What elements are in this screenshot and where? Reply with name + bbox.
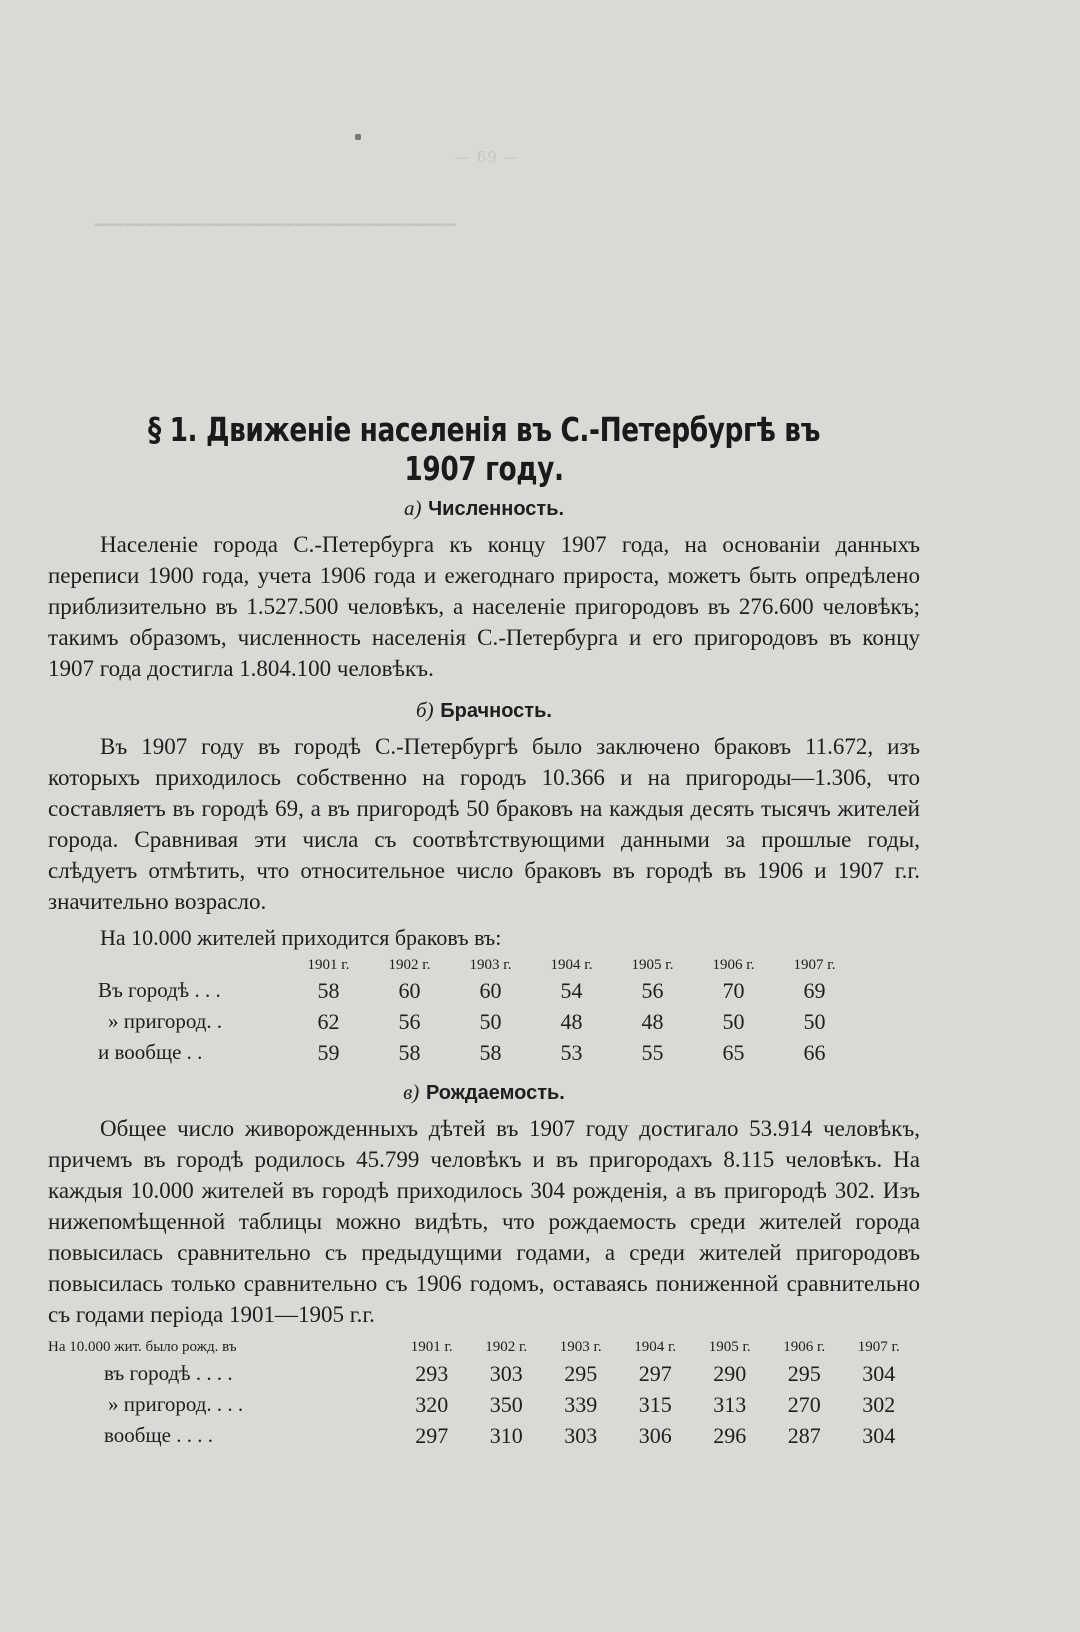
table-cell: 296 bbox=[713, 1422, 747, 1448]
table-cell: 306 bbox=[638, 1422, 672, 1448]
section-c-letter: в) bbox=[403, 1080, 420, 1104]
table-cell: 304 bbox=[862, 1422, 896, 1448]
year-header: 1903 г. bbox=[469, 956, 512, 973]
table-cell: 293 bbox=[415, 1360, 449, 1386]
row-label: вообще . . . . bbox=[104, 1423, 213, 1447]
table-cell: 302 bbox=[862, 1391, 896, 1417]
table-cell: 339 bbox=[564, 1391, 598, 1417]
table-cell: 70 bbox=[722, 977, 745, 1003]
section-c-paragraph: Общее число живорожденныхъ дѣтей въ 1907 году достигало 53.914 человѣкъ, причемъ въ городѣ родилось 45.799 человѣкъ и въ пригородахъ 8.115 человѣкъ. На каждыя 10.000 жителей въ городѣ приходилось 304 рожденія, а въ пригородѣ 302. Изъ нижепомѣщенной таблицы можно видѣть, что рождаемость среди жителей города повысилась сравнительно съ предыдущими годами, а среди жителей пригородовъ повысилась только сравнительно съ 1906 годомъ, оставаясь пониженной сравнительно съ годами періода 1901—1905 г.г. bbox=[48, 1116, 920, 1327]
table-row bbox=[48, 1389, 916, 1420]
table-cell: 65 bbox=[722, 1039, 745, 1065]
year-header: 1904 г. bbox=[634, 1338, 677, 1355]
table-cell: 56 bbox=[398, 1008, 421, 1034]
birth-rate-table bbox=[48, 1336, 916, 1451]
year-header: 1903 г. bbox=[559, 1338, 602, 1355]
table-cell: 48 bbox=[641, 1008, 664, 1034]
table-header-row bbox=[98, 955, 855, 975]
year-header: 1906 г. bbox=[712, 956, 755, 973]
table-cell: 303 bbox=[489, 1360, 523, 1386]
table-cell: 297 bbox=[638, 1360, 672, 1386]
year-header: 1904 г. bbox=[550, 956, 593, 973]
section-a-heading bbox=[48, 496, 920, 521]
table-row bbox=[48, 1358, 916, 1389]
table-cell: 297 bbox=[415, 1422, 449, 1448]
table-cell: 287 bbox=[787, 1422, 821, 1448]
table-cell: 50 bbox=[479, 1008, 502, 1034]
section-b-title: Брачность. bbox=[440, 700, 552, 722]
year-header: 1902 г. bbox=[485, 1338, 528, 1355]
year-header: 1907 г. bbox=[793, 956, 836, 973]
table-cell: 53 bbox=[560, 1039, 583, 1065]
year-header: 1901 г. bbox=[307, 956, 350, 973]
section-b-heading bbox=[48, 698, 920, 723]
section-a-letter: а) bbox=[403, 496, 422, 520]
table-cell: 50 bbox=[803, 1008, 826, 1034]
year-header: 1907 г. bbox=[857, 1338, 900, 1355]
section-c-heading bbox=[48, 1080, 920, 1105]
table-row bbox=[98, 975, 855, 1006]
year-header: 1906 г. bbox=[783, 1338, 826, 1355]
table-cell: 48 bbox=[560, 1008, 583, 1034]
table-cell: 56 bbox=[641, 977, 664, 1003]
row-label: въ городѣ . . . . bbox=[104, 1361, 233, 1385]
table-cell: 310 bbox=[489, 1422, 523, 1448]
table-cell: 54 bbox=[560, 977, 583, 1003]
marriage-rate-table bbox=[98, 955, 855, 1068]
section-c-title: Рождаемость. bbox=[425, 1082, 565, 1104]
table-cell: 60 bbox=[398, 977, 421, 1003]
table-cell: 50 bbox=[722, 1008, 745, 1034]
row-label: и вообще . . bbox=[98, 1040, 203, 1064]
row-label: » пригород. . bbox=[108, 1009, 223, 1033]
table-cell: 55 bbox=[641, 1039, 664, 1065]
table-row bbox=[48, 1420, 916, 1451]
table-cell: 69 bbox=[803, 977, 826, 1003]
table-cell: 295 bbox=[564, 1360, 598, 1386]
table-cell: 58 bbox=[317, 977, 340, 1003]
table-cell: 313 bbox=[713, 1391, 747, 1417]
year-header: 1902 г. bbox=[388, 956, 431, 973]
table-cell: 58 bbox=[479, 1039, 502, 1065]
section-a-paragraph: Населеніе города С.-Петербурга къ концу 1907 года, на основаніи данныхъ переписи 1900 года, учета 1906 года и ежегоднаго прироста, можетъ быть опредѣлено приблизительно въ 1.527.500 человѣкъ, а населеніе пригородовъ въ 276.600 человѣкъ; такимъ образомъ, численность населенія С.-Петербурга и его пригородовъ въ концу 1907 года достигла 1.804.100 человѣкъ. bbox=[48, 532, 920, 681]
row-label: » пригород. . . . bbox=[108, 1392, 244, 1416]
table-cell: 295 bbox=[787, 1360, 821, 1386]
page-heading: § 1. Движеніе населенія въ С.-Петербургѣ въ 1907 году. bbox=[147, 410, 821, 488]
table-header-label: На 10.000 жит. было рожд. въ bbox=[48, 1338, 237, 1355]
table-row bbox=[98, 1037, 855, 1068]
table-header-empty bbox=[98, 955, 288, 975]
table-cell: 304 bbox=[862, 1360, 896, 1386]
table-cell: 60 bbox=[479, 977, 502, 1003]
section-a-title: Численность. bbox=[428, 498, 565, 520]
table-row bbox=[98, 1006, 855, 1037]
year-header: 1905 г. bbox=[708, 1338, 751, 1355]
table-cell: 58 bbox=[398, 1039, 421, 1065]
table-cell: 66 bbox=[803, 1039, 826, 1065]
table-cell: 290 bbox=[713, 1360, 747, 1386]
bleed-through-text: — 69 — ━━━━━━━━━━━━━━━━━━━━━━━━━━━━━━━━━━━━ bbox=[95, 148, 520, 234]
table-header-row bbox=[48, 1336, 916, 1358]
section-b-letter: б) bbox=[416, 698, 434, 722]
marriage-table-intro: На 10.000 жителей приходится браковъ въ: bbox=[100, 925, 502, 950]
table-cell: 315 bbox=[638, 1391, 672, 1417]
section-b-paragraph: Въ 1907 году въ городѣ С.-Петербургѣ было заключено браковъ 11.672, изъ которыхъ приходилось собственно на городъ 10.366 и на пригороды—1.306, что составляетъ въ городѣ 69, а въ пригородѣ 50 браковъ на каждыя десять тысячъ жителей города. Сравнивая эти числа съ соотвѣтствующими данными за прошлые годы, слѣдуетъ отмѣтить, что относительное число браковъ въ городѣ въ 1906 и 1907 г.г. значительно возрасло. bbox=[48, 734, 920, 914]
table-cell: 320 bbox=[415, 1391, 449, 1417]
year-header: 1901 г. bbox=[410, 1338, 453, 1355]
table-cell: 59 bbox=[317, 1039, 340, 1065]
page-content bbox=[48, 410, 920, 1451]
table-cell: 303 bbox=[564, 1422, 598, 1448]
table-cell: 350 bbox=[489, 1391, 523, 1417]
year-header: 1905 г. bbox=[631, 956, 674, 973]
table-cell: 62 bbox=[317, 1008, 340, 1034]
row-label: Въ городѣ . . . bbox=[98, 978, 221, 1002]
table-cell: 270 bbox=[787, 1391, 821, 1417]
